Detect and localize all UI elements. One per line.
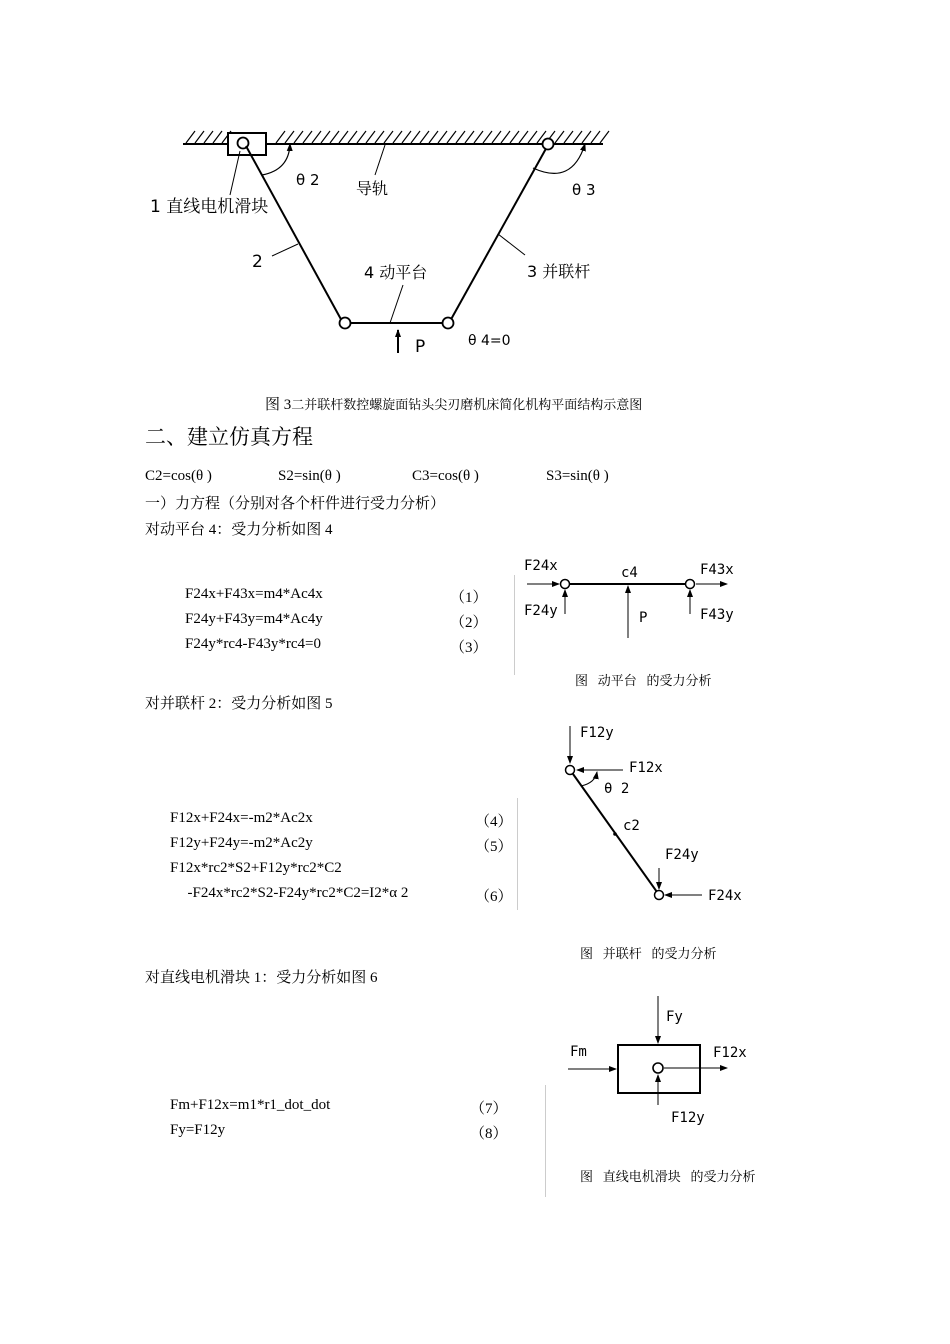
label-f24x: F24x	[524, 558, 558, 574]
eq-1-num: （1）	[450, 590, 488, 606]
eq-6a: F12x*rc2*S2+F12y*rc2*C2	[170, 860, 342, 876]
label-fy: Fy	[666, 1009, 683, 1025]
hatch-mark	[411, 131, 420, 143]
rod3-top-joint	[543, 139, 554, 150]
rod-divider	[517, 798, 518, 910]
label-c2: c2	[623, 818, 640, 834]
theta2-arc	[581, 772, 597, 786]
hatch-mark	[393, 131, 402, 143]
label-f43y: F43y	[700, 607, 734, 623]
hatch-mark	[555, 131, 564, 143]
hatch-mark	[501, 131, 510, 143]
def-c2: C2=cos(θ )	[145, 468, 212, 484]
rod-2	[246, 146, 343, 323]
eq-5-num: （5）	[475, 839, 513, 855]
def-s3: S3=sin(θ )	[546, 468, 609, 484]
figure-6-slider-force	[560, 990, 760, 1135]
platform-right-joint	[443, 318, 454, 329]
label-f12y: F12y	[671, 1110, 705, 1126]
hatch-mark	[591, 131, 600, 143]
rod-center-mark	[613, 832, 617, 836]
section-title: 二、建立仿真方程	[145, 425, 313, 449]
hatch-mark	[294, 131, 303, 143]
hatch-mark	[303, 131, 312, 143]
label-theta2: θ 2	[296, 171, 320, 189]
hatch-mark	[429, 131, 438, 143]
figure-3-mechanism-diagram	[0, 0, 950, 390]
hatch-mark	[186, 131, 195, 143]
hatch-mark	[357, 131, 366, 143]
hatch-mark	[510, 131, 519, 143]
slider-divider	[545, 1085, 546, 1197]
hatch-mark	[438, 131, 447, 143]
hatch-mark	[213, 131, 222, 143]
platform-intro: 对动平台 4：受力分析如图 4	[145, 522, 333, 538]
hatch-mark	[384, 131, 393, 143]
label-f24y: F24y	[524, 603, 558, 619]
hatch-mark	[366, 131, 375, 143]
label-f24y: F24y	[665, 847, 699, 863]
left-joint	[561, 580, 570, 589]
label-p: P	[415, 337, 426, 357]
hatch-mark	[195, 131, 204, 143]
hatch-mark	[285, 131, 294, 143]
hatch-mark	[348, 131, 357, 143]
platform-leader	[390, 285, 403, 323]
label-p: P	[639, 610, 648, 626]
force-heading: 一）力方程（分别对各个杆件进行受力分析）	[145, 496, 446, 512]
slider-leader	[230, 151, 240, 195]
eq-6-num: （6）	[475, 889, 513, 905]
hatch-mark	[474, 131, 483, 143]
def-c3: C3=cos(θ )	[412, 468, 479, 484]
label-theta4: θ 4=0	[468, 333, 511, 349]
slider-joint	[653, 1063, 663, 1073]
rod3-leader	[498, 234, 525, 255]
label-f12x: F12x	[629, 760, 663, 776]
eq-8: Fy=F12y	[170, 1122, 226, 1138]
hatch-mark	[321, 131, 330, 143]
label-rod2: 2	[252, 252, 263, 272]
eq-3-num: （3）	[450, 640, 488, 656]
hatch-mark	[573, 131, 582, 143]
eq-6b: -F24x*rc2*S2-F24y*rc2*C2=I2*α 2	[180, 885, 409, 901]
eq-3: F24y*rc4-F43y*rc4=0	[185, 636, 321, 652]
figure-5-rod-force	[545, 718, 775, 913]
label-fm: Fm	[570, 1044, 587, 1060]
eq-7: Fm+F12x=m1*r1_dot_dot	[170, 1097, 331, 1113]
label-c4: c4	[621, 565, 638, 581]
figure-6-caption: 图 直线电机滑块 的受力分析	[580, 1169, 756, 1184]
rod-intro: 对并联杆 2：受力分析如图 5	[145, 696, 333, 712]
label-f12y: F12y	[580, 725, 614, 741]
eq-2-num: （2）	[450, 615, 488, 631]
hatch-mark	[375, 131, 384, 143]
hatch-mark	[447, 131, 456, 143]
eq-7-num: （7）	[470, 1101, 508, 1117]
figure-4-platform-force	[515, 552, 765, 647]
eq-4: F12x+F24x=-m2*Ac2x	[170, 810, 313, 826]
label-f12x: F12x	[713, 1045, 747, 1061]
label-theta3: θ 3	[572, 181, 596, 199]
figure-4-caption: 图 动平台 的受力分析	[575, 673, 712, 688]
label-platform: 4 动平台	[364, 263, 428, 282]
hatch-mark	[582, 131, 591, 143]
hatch-mark	[339, 131, 348, 143]
caption-prefix: 图 3	[265, 397, 292, 413]
rod-top-joint	[566, 766, 575, 775]
label-f43x: F43x	[700, 562, 734, 578]
figure-3-caption	[265, 393, 642, 414]
hatch-mark	[519, 131, 528, 143]
hatch-mark	[600, 131, 609, 143]
eq-8-num: （8）	[470, 1126, 508, 1142]
hatch-mark	[465, 131, 474, 143]
rod2-leader	[272, 244, 298, 256]
label-rail: 导轨	[356, 179, 389, 198]
hatch-mark	[204, 131, 213, 143]
hatch-mark	[276, 131, 285, 143]
hatch-mark	[483, 131, 492, 143]
hatch-mark	[456, 131, 465, 143]
eq-5: F12y+F24y=-m2*Ac2y	[170, 835, 313, 851]
hatch-mark	[528, 131, 537, 143]
eq-1: F24x+F43x=m4*Ac4x	[185, 586, 323, 602]
right-joint	[686, 580, 695, 589]
hatch-mark	[492, 131, 501, 143]
label-theta2: θ 2	[604, 781, 630, 797]
caption-text: 二并联杆数控螺旋面钻头尖刃磨机床简化机构平面结构示意图	[291, 397, 643, 412]
platform-left-joint	[340, 318, 351, 329]
eq-4-num: （4）	[475, 814, 513, 830]
figure-5-caption: 图 并联杆 的受力分析	[580, 946, 717, 961]
hatch-mark	[330, 131, 339, 143]
hatch-mark	[402, 131, 411, 143]
rod-bottom-joint	[655, 891, 664, 900]
label-slider: 1 直线电机滑块	[150, 197, 269, 217]
rail-leader	[375, 145, 385, 175]
eq-2: F24y+F43y=m4*Ac4y	[185, 611, 323, 627]
def-s2: S2=sin(θ )	[278, 468, 341, 484]
hatch-mark	[564, 131, 573, 143]
slider-intro: 对直线电机滑块 1：受力分析如图 6	[145, 970, 378, 986]
hatch-mark	[312, 131, 321, 143]
label-rod3: 3 并联杆	[527, 262, 591, 281]
hatch-mark	[420, 131, 429, 143]
label-f24x: F24x	[708, 888, 742, 904]
